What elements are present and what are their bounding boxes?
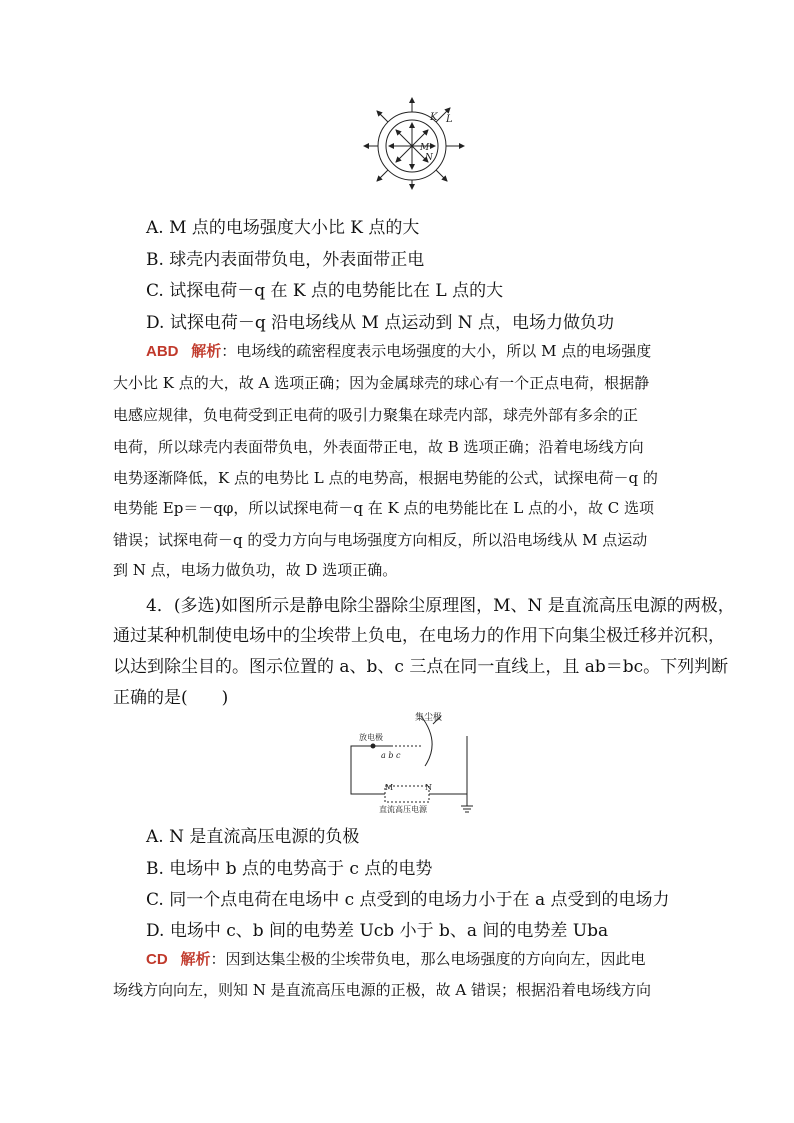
label-l: L bbox=[446, 114, 453, 125]
q3-analysis-label: 解析 bbox=[191, 342, 222, 360]
q3-option-b: B. 球壳内表面带负电，外表面带正电 bbox=[146, 250, 425, 270]
q4-stem-line-1: 4．(多选)如图所示是静电除尘器除尘原理图，M、N 是直流高压电源的两极， bbox=[146, 596, 735, 616]
q3-option-d: D. 试探电荷－q 沿电场线从 M 点运动到 N 点，电场力做负功 bbox=[146, 313, 615, 333]
q3-analysis-line-7: 错误；试探电荷－q 的受力方向与电场强度方向相反，所以沿电场线从 M 点运动 bbox=[113, 531, 648, 549]
q3-analysis-line-5: 电势逐渐降低，K 点的电势比 L 点的电势高，根据电势能的公式，试探电荷－q 的 bbox=[113, 469, 658, 487]
q4-stem-line-3: 以达到除尘目的。图示位置的 a、b、c 三点在同一直线上，且 ab＝bc。下列判断 bbox=[113, 657, 729, 677]
q4-stem-line-4: 正确的是( ) bbox=[113, 688, 229, 708]
label-n: N bbox=[425, 153, 433, 163]
q3-analysis-line-3: 电感应规律，负电荷受到正电荷的吸引力聚集在球壳内部，球壳外部有多余的正 bbox=[113, 406, 639, 424]
label-m: M bbox=[420, 143, 430, 153]
label-abc: a b c bbox=[381, 751, 401, 760]
q3-option-c: C. 试探电荷－q 在 K 点的电势能比在 L 点的大 bbox=[146, 281, 504, 301]
q4-option-d: D. 电场中 c、b 间的电势差 Ucb 小于 b、a 间的电势差 Uba bbox=[146, 921, 609, 941]
label-discharge: 放电极 bbox=[359, 733, 383, 742]
q3-option-a: A. M 点的电场强度大小比 K 点的大 bbox=[146, 218, 420, 238]
label-source: 直流高压电源 bbox=[379, 805, 427, 814]
q4-analysis-label: 解析 bbox=[180, 950, 211, 968]
label-collector: 集尘极 bbox=[415, 713, 443, 723]
q4-stem-line-2: 通过某种机制使电场中的尘埃带上负电，在电场力的作用下向集尘极迁移并沉积， bbox=[113, 626, 725, 646]
q3-analysis-line-2: 大小比 K 点的大，故 A 选项正确；因为金属球壳的球心有一个正点电荷，根据静 bbox=[113, 374, 650, 392]
precipitator-figure bbox=[345, 706, 485, 814]
q4-option-a: A. N 是直流高压电源的负极 bbox=[146, 827, 360, 847]
q3-analysis-line-4: 电荷，所以球壳内表面带负电，外表面带正电，故 B 选项正确；沿着电场线方向 bbox=[113, 438, 644, 456]
q3-analysis-line-6: 电势能 Ep＝－qφ，所以试探电荷－q 在 K 点的电势能比在 L 点的小，故 C 选项 bbox=[113, 499, 655, 517]
q3-analysis-line-1 bbox=[146, 340, 651, 361]
shell-field-figure bbox=[362, 96, 466, 190]
q3-answer: ABD bbox=[146, 343, 179, 360]
q4-answer: CD bbox=[146, 951, 168, 968]
label-k: K bbox=[430, 112, 438, 123]
label-m: M bbox=[385, 783, 394, 792]
q4-option-b: B. 电场中 b 点的电势高于 c 点的电势 bbox=[146, 859, 433, 879]
q4-option-c: C. 同一个点电荷在电场中 c 点受到的电场力小于在 a 点受到的电场力 bbox=[146, 890, 670, 910]
label-n: N bbox=[425, 783, 432, 792]
q4-analysis-line-1 bbox=[146, 948, 645, 969]
q4-analysis-text: ：因到达集尘极的尘埃带负电，那么电场强度的方向向左，因此电 bbox=[210, 950, 646, 968]
q3-analysis-line-8: 到 N 点，电场力做负功，故 D 选项正确。 bbox=[113, 561, 398, 579]
q4-analysis-line-2: 场线方向向左，则知 N 是直流高压电源的正极，故 A 错误；根据沿着电场线方向 bbox=[113, 981, 652, 999]
q3-analysis-text: ：电场线的疏密程度表示电场强度的大小，所以 M 点的电场强度 bbox=[221, 342, 652, 360]
